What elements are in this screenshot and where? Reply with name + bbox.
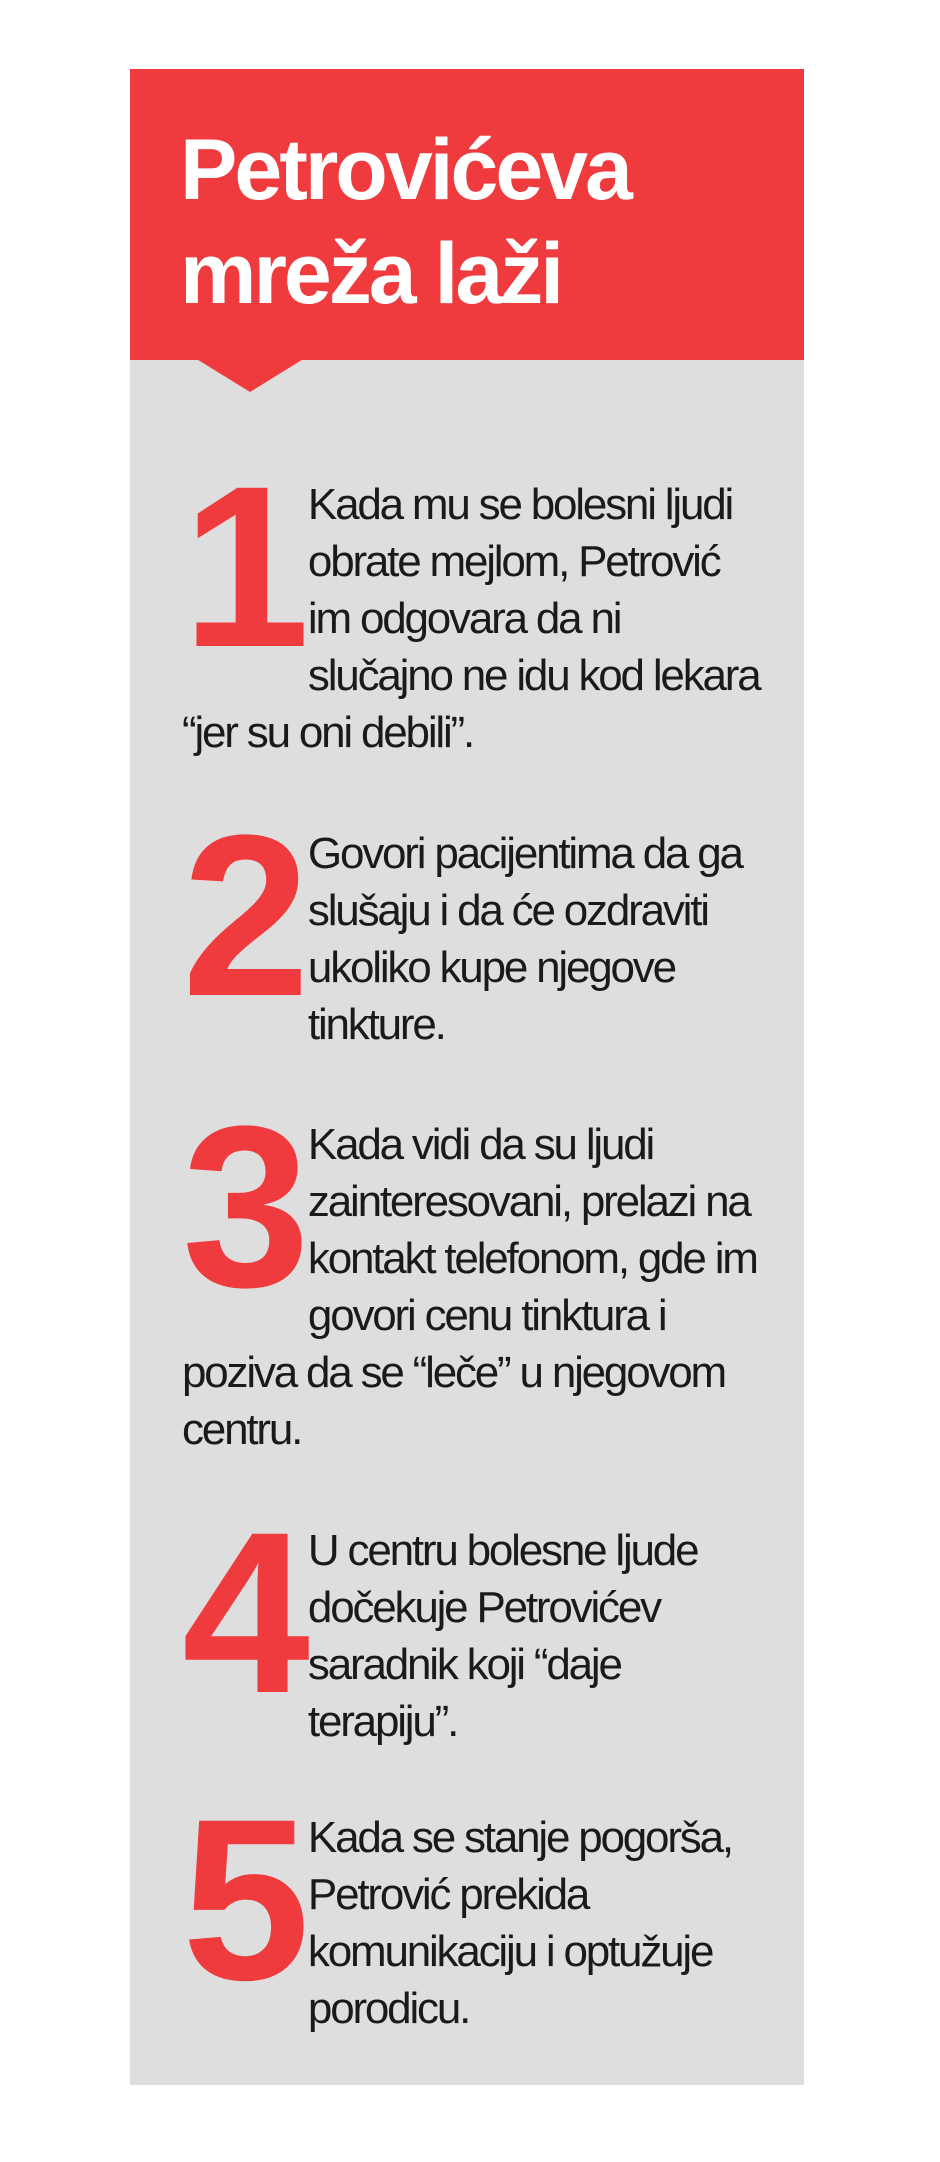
item-number-1: 1 [182, 438, 300, 695]
item-number-3: 3 [182, 1078, 300, 1335]
list-item-5 [182, 1771, 762, 2037]
item-number-4: 4 [182, 1484, 300, 1741]
item-text-4: U centru bolesne ljude dočekuje Petrovićev saradnik koji “daje terapiju”. [307, 1526, 698, 1746]
page-title: Petrovićeva mreža laži [180, 122, 630, 322]
item-text-2: Govori pacijentima da ga slušaju i da će ozdraviti ukoliko kupe njegove tinkture. [307, 829, 742, 1049]
item-text-1: Kada mu se bolesni ljudi obrate mejlom, Petrović im odgovara da ni slučajno ne idu kod lekara “jer su oni debili”. [182, 480, 760, 757]
item-text-3: Kada vidi da su ljudi zainteresovani, prelazi na kontakt telefonom, gde im govori cenu tinktura i poziva da se “leče” u njegovom centru. [182, 1120, 757, 1454]
item-text-5: Kada se stanje pogorša, Petrović prekida komunikaciju i optužuje porodicu. [307, 1813, 732, 2033]
list-item-4 [182, 1484, 762, 1750]
list-item-3 [182, 1078, 762, 1458]
item-number-2: 2 [182, 787, 300, 1044]
list-item-2 [182, 787, 762, 1053]
list-item-1 [182, 438, 762, 761]
item-number-5: 5 [182, 1771, 300, 2028]
banner-pointer [195, 358, 305, 392]
